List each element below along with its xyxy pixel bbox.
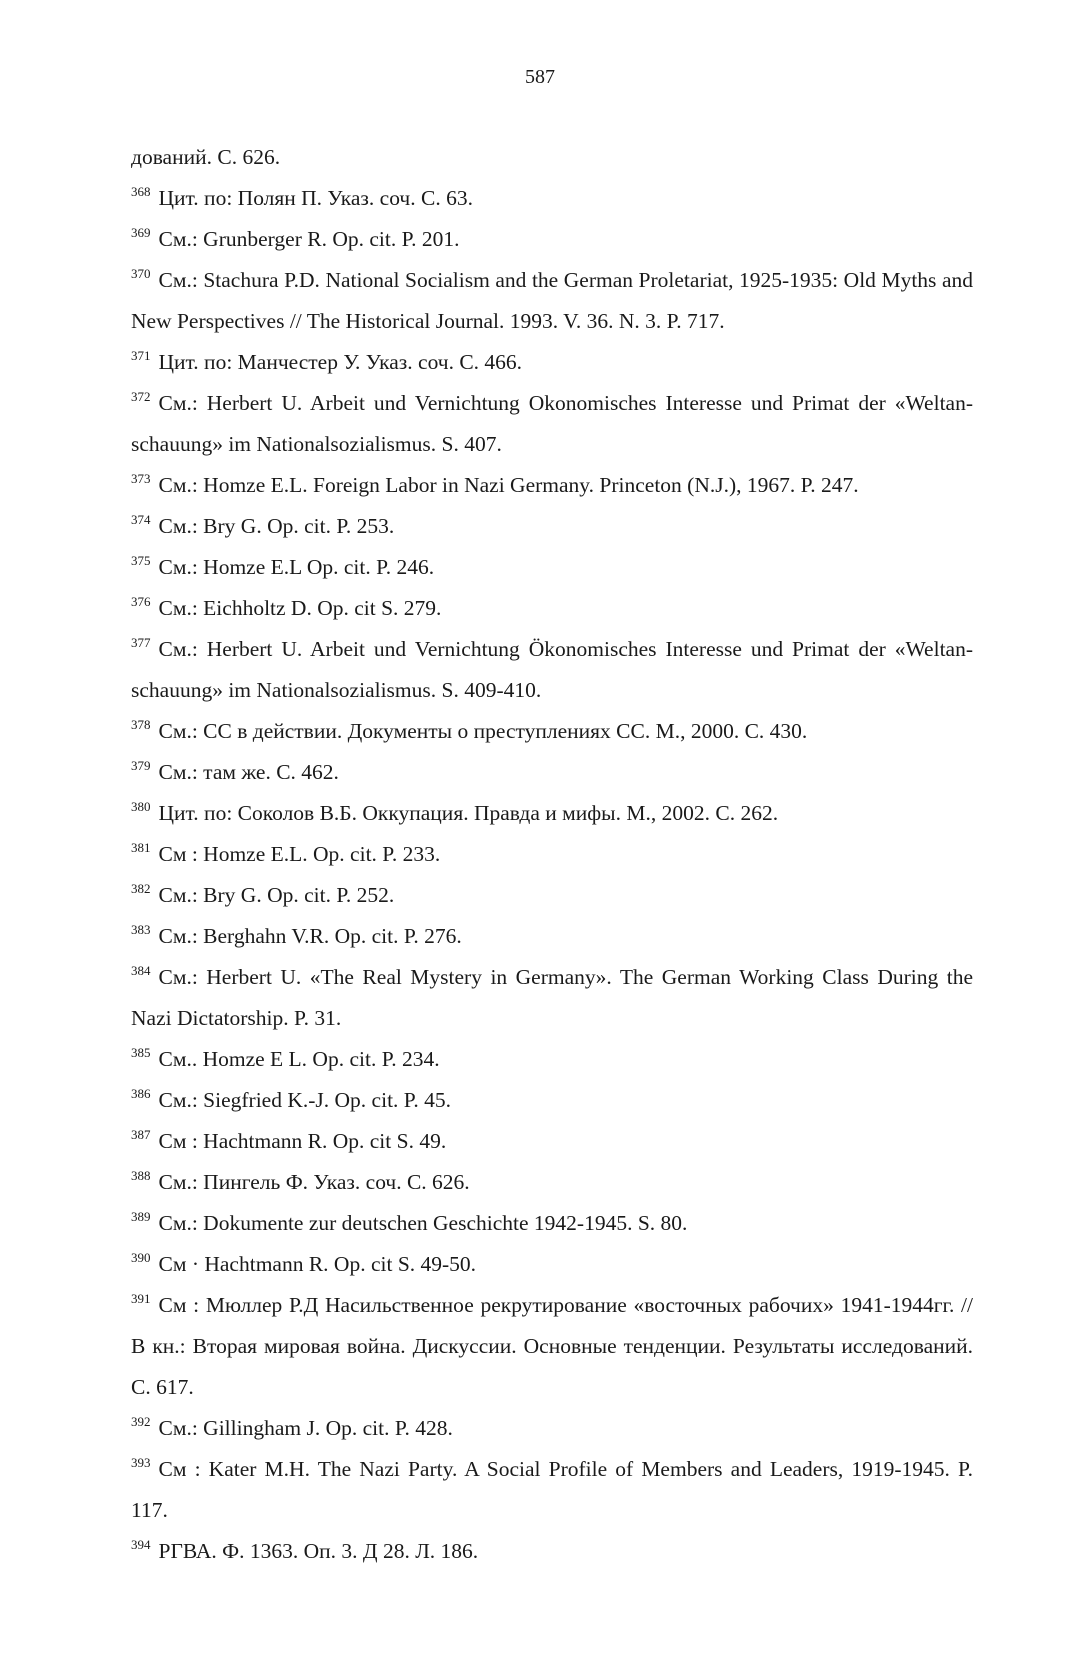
footnote-number: 383: [131, 922, 151, 937]
footnote-text: См · Hachtmann R. Op. cit S. 49-50.: [158, 1252, 477, 1276]
footnote-text: См.: Herbert U. «The Real Mystery in Germany». The German Working Class During the Nazi Dictatorship. P. 31.: [131, 965, 973, 1030]
footnote-number: 384: [131, 963, 151, 978]
footnote: [131, 711, 973, 752]
footnote-text: См.: Herbert U. Arbeit und Vernichtung Ökonomisches Interesse und Primat der «Weltan-schauung» im Nationalsozialismus. S. 409-410.: [131, 637, 973, 702]
footnote: [131, 506, 973, 547]
footnote-text: См.: Siegfried K.-J. Op. cit. P. 45.: [158, 1088, 451, 1112]
footnote-number: 374: [131, 512, 151, 527]
footnote-number: 378: [131, 717, 151, 732]
footnote-number: 380: [131, 799, 151, 814]
footnote: [131, 1285, 973, 1408]
footnote-text: Цит. по: Манчестер У. Указ. соч. С. 466.: [158, 350, 523, 374]
footnote-text: См.: Berghahn V.R. Op. cit. P. 276.: [158, 924, 462, 948]
footnote-text: РГВА. Ф. 1363. Оп. 3. Д 28. Л. 186.: [158, 1539, 479, 1563]
footnote: [131, 219, 973, 260]
footnote-number: 389: [131, 1209, 151, 1224]
footnote-text: Цит. по: Соколов В.Б. Оккупация. Правда и мифы. М., 2002. С. 262.: [158, 801, 779, 825]
footnote-list: [131, 137, 973, 1572]
footnote: [131, 629, 973, 711]
footnote: [131, 588, 973, 629]
footnote-number: 372: [131, 389, 151, 404]
footnote-number: 376: [131, 594, 151, 609]
footnote: [131, 465, 973, 506]
footnote-text: См.: Пингель Ф. Указ. соч. С. 626.: [158, 1170, 470, 1194]
footnote-number: 388: [131, 1168, 151, 1183]
footnote: [131, 1162, 973, 1203]
footnote: [131, 1449, 973, 1531]
footnote-number: 369: [131, 225, 151, 240]
footnote-text: Цит. по: Полян П. Указ. соч. С. 63.: [158, 186, 473, 210]
footnote-number: 393: [131, 1455, 151, 1470]
footnote: [131, 260, 973, 342]
footnote-text: См.: СС в действии. Документы о преступлениях СС. М., 2000. С. 430.: [158, 719, 808, 743]
footnote-text: См.: Grunberger R. Op. cit. P. 201.: [158, 227, 460, 251]
footnote-text: См.: Homze E.L. Foreign Labor in Nazi Germany. Princeton (N.J.), 1967. P. 247.: [158, 473, 859, 497]
footnote-number: 371: [131, 348, 151, 363]
footnote-number: 381: [131, 840, 151, 855]
footnote-text: См.: Bry G. Op. cit. P. 252.: [158, 883, 395, 907]
footnote: [131, 793, 973, 834]
footnote-text: См.: Homze E.L Op. cit. P. 246.: [158, 555, 435, 579]
footnote-number: 370: [131, 266, 151, 281]
footnote-text: См.: Eichholtz D. Op. cit S. 279.: [158, 596, 442, 620]
footnote-number: 368: [131, 184, 151, 199]
footnote-number: 373: [131, 471, 151, 486]
footnote: [131, 1408, 973, 1449]
footnote-number: 377: [131, 635, 151, 650]
footnote: [131, 1531, 973, 1572]
footnote-text: См : Homze E.L. Op. cit. P. 233.: [158, 842, 441, 866]
footnote: [131, 178, 973, 219]
footnote: [131, 957, 973, 1039]
footnote-number: 390: [131, 1250, 151, 1265]
footnote-text: См.: Stachura P.D. National Socialism and the German Proletariat, 1925-1935: Old Myths and New Perspectives // The Historical Journal. 1993. V. 36. N. 3. P. 717.: [131, 268, 973, 333]
footnote-number: 392: [131, 1414, 151, 1429]
footnote: [131, 1121, 973, 1162]
footnote-text: См.. Homze E L. Op. cit. P. 234.: [158, 1047, 440, 1071]
footnote-number: 379: [131, 758, 151, 773]
footnote-number: 391: [131, 1291, 151, 1306]
footnote: [131, 1203, 973, 1244]
page-number: 587: [525, 66, 555, 88]
footnote: [131, 1244, 973, 1285]
footnote-number: 375: [131, 553, 151, 568]
footnote-text: См : Мюллер Р.Д Насильственное рекрутирование «восточных рабочих» 1941-1944гг. //В кн.: Вторая мировая война. Дискуссии. Основные тенденции. Результаты исследований. С. 617.: [131, 1293, 973, 1399]
footnote: [131, 1080, 973, 1121]
footnote-continuation: дований. С. 626.: [131, 145, 281, 169]
footnote-number: 386: [131, 1086, 151, 1101]
footnote-text: См.: Bry G. Op. cit. P. 253.: [158, 514, 395, 538]
footnote: [131, 875, 973, 916]
footnote-number: 387: [131, 1127, 151, 1142]
footnote-text: См : Hachtmann R. Op. cit S. 49.: [158, 1129, 447, 1153]
footnote-text: См.: Herbert U. Arbeit und Vernichtung Okonomisches Interesse und Primat der «Weltan-schauung» im Nationalsozialismus. S. 407.: [131, 391, 973, 456]
footnote-number: 385: [131, 1045, 151, 1060]
footnote-text: См.: там же. С. 462.: [158, 760, 339, 784]
footnote: [131, 383, 973, 465]
footnote: [131, 547, 973, 588]
footnote-text: См.: Dokumente zur deutschen Geschichte 1942-1945. S. 80.: [158, 1211, 688, 1235]
footnote-number: 382: [131, 881, 151, 896]
footnote: [131, 752, 973, 793]
footnote-text: См : Kater M.H. The Nazi Party. A Social Profile of Members and Leaders, 1919-1945. P. 117.: [131, 1457, 973, 1522]
footnote: [131, 834, 973, 875]
footnote-number: 394: [131, 1537, 151, 1552]
footnote: [131, 1039, 973, 1080]
footnote-text: См.: Gillingham J. Op. cit. P. 428.: [158, 1416, 453, 1440]
footnote: [131, 916, 973, 957]
footnote: [131, 342, 973, 383]
